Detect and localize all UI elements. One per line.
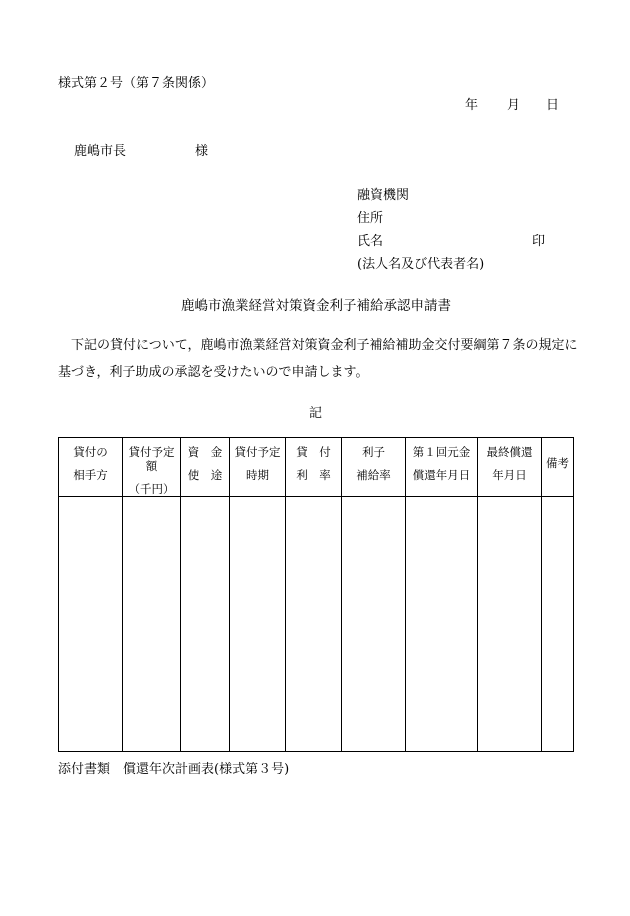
- body-paragraph: 下記の貸付について，鹿嶋市漁業経営対策資金利子補給補助金交付要綱第７条の規定に基づき，利子助成の承認を受けたいので申請します。: [58, 338, 578, 380]
- header-cell: 貸付予定額 （千円）: [123, 438, 181, 497]
- document-title: 鹿嶋市漁業経営対策資金利子補給承認申請書: [181, 298, 451, 314]
- ki-heading: 記: [309, 406, 323, 421]
- header-cell: 最終償還 年月日: [478, 438, 542, 497]
- table-cell[interactable]: [478, 497, 542, 752]
- date-day: 日: [546, 98, 560, 113]
- table-cell[interactable]: [230, 497, 286, 752]
- header-cell: 貸付予定 時期: [230, 438, 286, 497]
- table-cell[interactable]: [542, 497, 574, 752]
- table-cell[interactable]: [286, 497, 342, 752]
- applicant-address: 住所: [357, 211, 384, 226]
- header-cell: 資 金 使 途: [181, 438, 230, 497]
- table-cell[interactable]: [59, 497, 123, 752]
- header-cell: 利子 補給率: [342, 438, 406, 497]
- date-month: 月: [507, 98, 521, 113]
- table-cell[interactable]: [342, 497, 406, 752]
- header-cell: 第１回元金 償還年月日: [406, 438, 478, 497]
- table-cell[interactable]: [181, 497, 230, 752]
- table-cell[interactable]: [406, 497, 478, 752]
- applicant-name: 氏名: [357, 234, 384, 249]
- applicant-seal: 印: [532, 234, 546, 249]
- table-body-row: [59, 497, 574, 752]
- attachment-note: 添付書類 償還年次計画表(様式第３号): [58, 762, 290, 777]
- header-cell: 備考: [542, 438, 574, 497]
- table-header-row: [59, 438, 574, 497]
- applicant-note: (法人名及び代表者名): [357, 257, 485, 272]
- application-table: [58, 437, 574, 752]
- table-cell[interactable]: [123, 497, 181, 752]
- applicant-institution: 融資機関: [357, 188, 410, 203]
- addressee-name: 鹿嶋市長: [74, 144, 127, 159]
- date-year: 年: [465, 98, 479, 113]
- header-cell: 貸 付 利 率: [286, 438, 342, 497]
- form-number: 様式第２号（第７条関係）: [58, 76, 215, 91]
- header-cell: 貸付の 相手方: [59, 438, 123, 497]
- addressee-honorific: 様: [195, 144, 209, 159]
